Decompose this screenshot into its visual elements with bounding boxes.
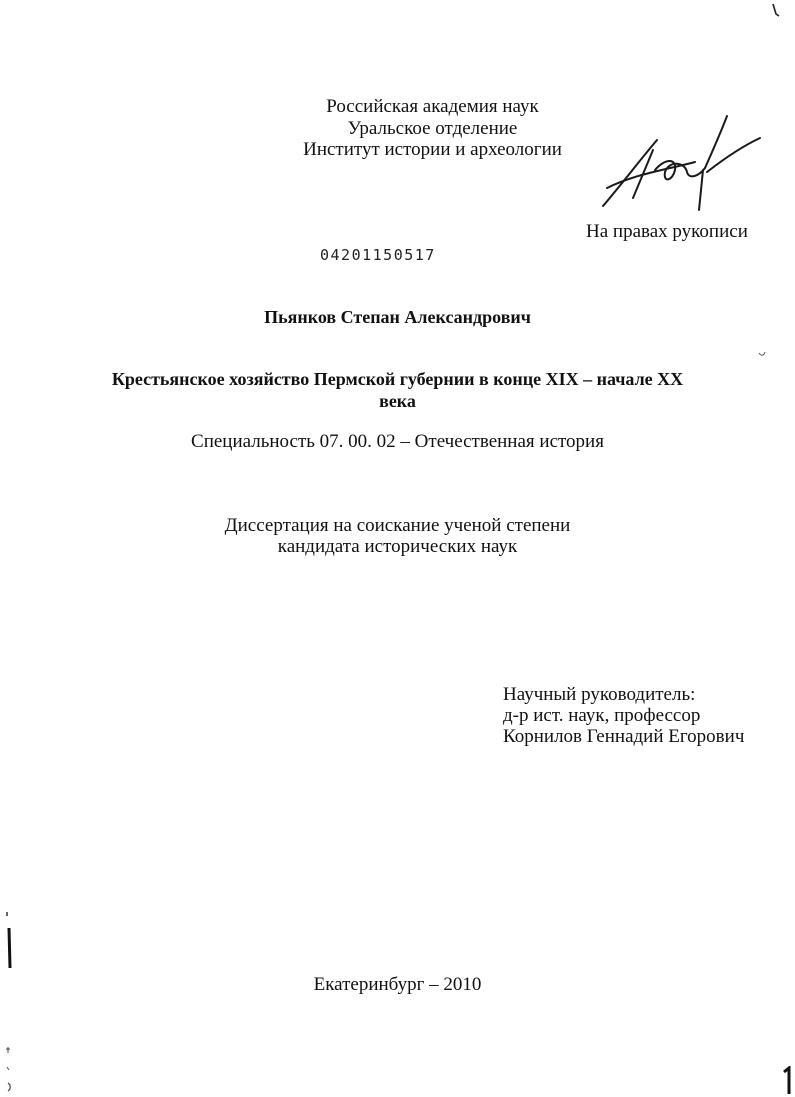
signature — [595, 110, 765, 215]
supervisor-name: Корнилов Геннадий Егорович — [503, 726, 745, 747]
registration-number: 04201150517 — [320, 246, 436, 264]
supervisor-label: Научный руководитель: — [503, 684, 696, 705]
manuscript-note: На правах рукописи — [586, 221, 748, 242]
dissertation-title-line2: века — [379, 391, 416, 411]
scan-mark-top-right — [770, 2, 782, 18]
institute-name: Институт истории и археологии — [303, 139, 562, 160]
scan-mark-bottom-right — [780, 1066, 794, 1096]
academy-name: Российская академия наук — [326, 96, 539, 117]
supervisor-credentials: д-р ист. наук, профессор — [503, 705, 701, 726]
degree-line1: Диссертация на соискание ученой степени — [224, 515, 571, 536]
scan-mark-left-bottom — [2, 1045, 16, 1095]
author-name: Пьянков Степан Александрович — [264, 307, 531, 327]
specialty: Специальность 07. 00. 02 – Отечественная история — [191, 431, 604, 452]
branch-name: Уральское отделение — [347, 118, 518, 139]
scan-mark-left-edge — [2, 910, 16, 970]
degree-line2: кандидата исторических наук — [277, 536, 518, 557]
scan-mark-right — [758, 348, 766, 358]
city-year: Екатеринбург – 2010 — [313, 974, 482, 995]
dissertation-title-line1: Крестьянское хозяйство Пермской губернии в конце XIX – начале XX — [111, 369, 684, 389]
